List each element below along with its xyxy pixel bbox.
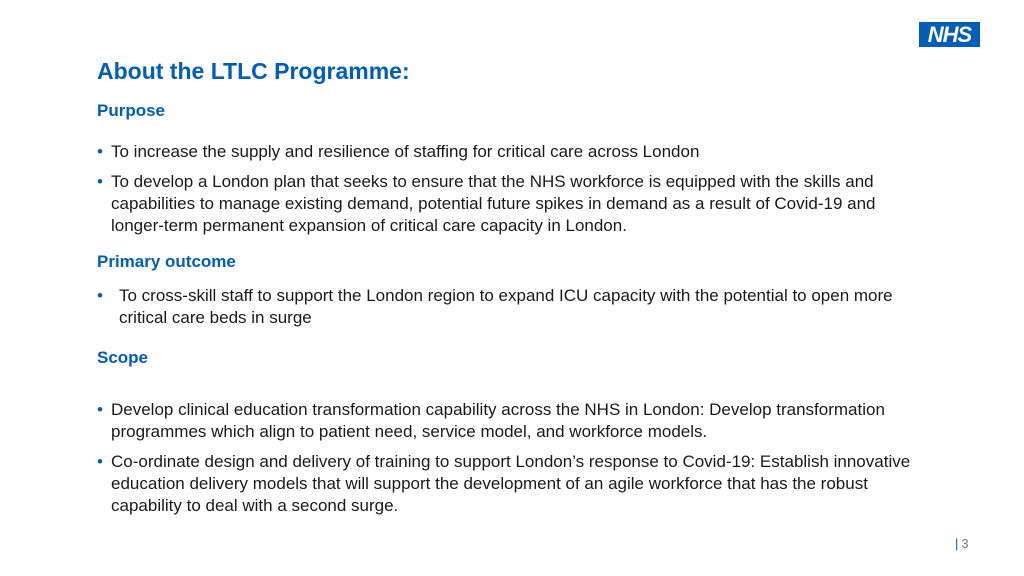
bullet-icon: • bbox=[97, 286, 103, 305]
purpose-list bbox=[97, 141, 927, 245]
list-item: • To develop a London plan that seeks to ensure that the NHS workforce is equipped with the skills and capabilities to manage existing demand, potential future spikes in demand as a result of Covid-19 and longer-term permanent expansion of critical care capacity in London. bbox=[97, 172, 876, 235]
primary-outcome-list bbox=[97, 285, 927, 337]
page-separator: | bbox=[955, 536, 959, 551]
page-number bbox=[955, 536, 969, 551]
primary-outcome-heading: Primary outcome bbox=[97, 252, 236, 271]
purpose-heading: Purpose bbox=[97, 101, 166, 120]
list-item: • To cross-skill staff to support the London region to expand ICU capacity with the potential to open more critical care beds in surge bbox=[97, 286, 893, 327]
scope-heading: Scope bbox=[97, 348, 149, 367]
bullet-icon: • bbox=[97, 142, 103, 161]
page-title: About the LTLC Programme: bbox=[97, 58, 410, 84]
nhs-logo: NHS bbox=[919, 22, 980, 47]
page-number-value: 3 bbox=[961, 536, 969, 551]
list-item: • To increase the supply and resilience of staffing for critical care across London bbox=[97, 142, 700, 161]
bullet-icon: • bbox=[97, 172, 103, 191]
bullet-icon: • bbox=[97, 400, 103, 419]
bullet-icon: • bbox=[97, 452, 103, 471]
list-item: • Develop clinical education transformation capability across the NHS in London: Develop transformation programmes which align to patient need, service model, and workforce models. bbox=[97, 400, 885, 441]
list-item: • Co-ordinate design and delivery of training to support London’s response to Covid-19: Establish innovative education delivery models that will support the development of an agile workforce that has the robust capability to deal with a second surge. bbox=[97, 452, 911, 515]
scope-list bbox=[97, 399, 927, 525]
